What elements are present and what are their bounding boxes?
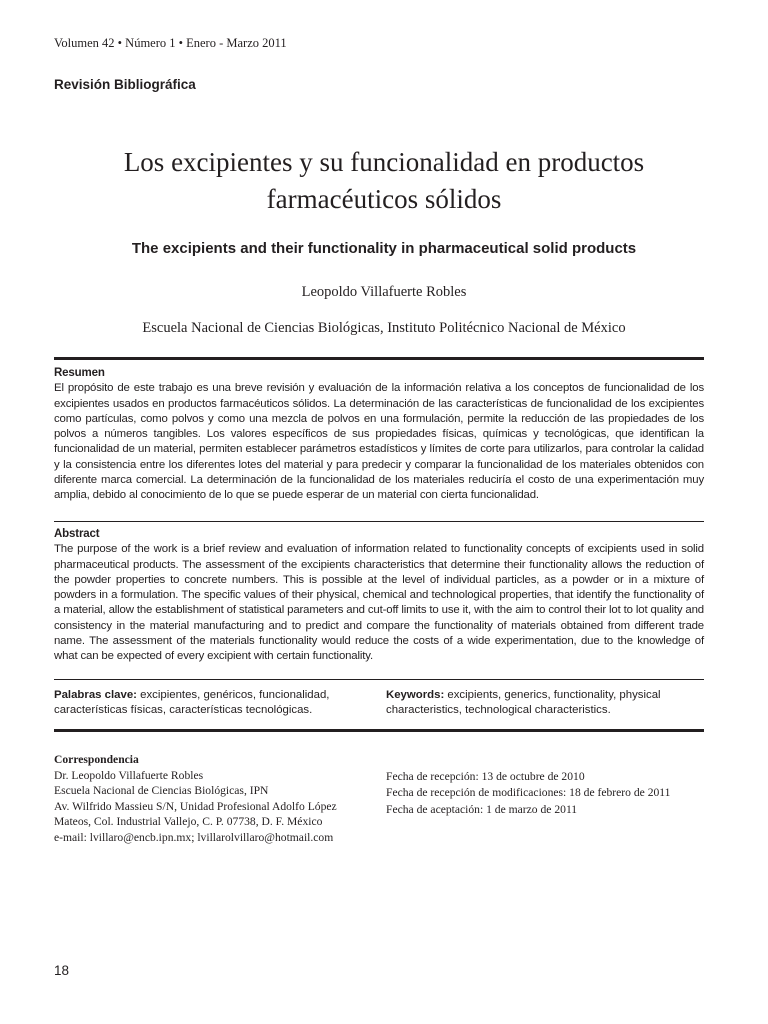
- dates-block: [386, 769, 706, 818]
- palabras-clave: [54, 688, 372, 719]
- correspondence-email[interactable]: e-mail: lvillaro@encb.ipn.mx; lvillarolvillaro@hotmail.com: [54, 830, 334, 844]
- divider-thick: [54, 729, 704, 732]
- divider-thin: [54, 679, 704, 680]
- palabras-clave-label: Palabras clave:: [54, 689, 137, 701]
- palabras-clave-text: excipientes, genéricos, funcionalidad, características físicas, características tecnológicas.: [54, 689, 330, 717]
- abstract-block: [54, 527, 704, 665]
- abstract-heading: Abstract: [54, 528, 100, 540]
- section-label: Revisión Bibliográfica: [54, 77, 196, 92]
- article-subtitle: The excipients and their functionality in pharmaceutical solid products: [131, 240, 637, 257]
- date-received: Fecha de recepción: 13 de octubre de 2010: [386, 770, 585, 783]
- divider-thin: [54, 521, 704, 522]
- resumen-text: El propósito de este trabajo es una breve revisión y evaluación de la información relativa a los conceptos de funcionalidad de los excipientes usados en productos farmacéuticos sólidos. La determinación de las características de funcionalidad de los excipientes como partículas, como polvos y como una mezcla de polvos en una formulación, permite la reducción de las propiedades de los polvos a números tangibles. Los valores específicos de sus propiedades físicas, químicas y tecnológicas, que identifican la funcionalidad de un material, permiten establecer parámetros estadísticos y límites de corte para utilizarlos, para controlar la calidad y la consistencia entre los diferentes lotes del material y para predecir y comparar la funcionalidad de los materiales obtenidos con diferente marca comercial. La determinación de la funcionalidad de los materiales reduciría el costo de una experimentación muy amplia, debido al conocimiento de lo que se puede esperar de un material con cierta funcionalidad.: [54, 382, 704, 502]
- article-title: Los excipientes y su funcionalidad en productos farmacéuticos sólidos: [123, 147, 645, 214]
- keywords: [386, 688, 704, 719]
- journal-issue-line: Volumen 42 • Número 1 • Enero - Marzo 2011: [54, 36, 287, 50]
- correspondence-block: [54, 752, 384, 846]
- keywords-text: excipients, generics, functionality, physical characteristics, technological characteristics.: [386, 689, 661, 717]
- correspondence-line: Dr. Leopoldo Villafuerte Robles: [54, 768, 204, 782]
- correspondence-line: Mateos, Col. Industrial Vallejo, C. P. 07738, D. F. México: [54, 815, 323, 829]
- abstract-text: The purpose of the work is a brief review and evaluation of information related to functionality concepts of excipients used in solid pharmaceutical products. The assessment of the excipients characteristics that determine their functionality allows the reduction of the powder properties to concrete numbers. This is possible at the level of individual particles, as a powder or in a mixture of powders in a formulation. The specific values of their physical, chemical and technological properties, that identify the functionality of a material, allow the establishment of statistical parameters and cut-off limits to use it, with the aim to control their lot to lot quality and consistency in the material manufacturing and to predict and compare the functionality of materials obtained from different trade name. The assessment of the materials functionality would reduce the costs of a wide experimentation, due to the knowledge of what can be expected of every excipient with certain functionality.: [54, 543, 704, 663]
- resumen-heading: Resumen: [54, 367, 105, 379]
- resumen-block: [54, 366, 704, 504]
- date-accepted: Fecha de aceptación: 1 de marzo de 2011: [386, 802, 578, 816]
- correspondence-heading: Correspondencia: [54, 753, 139, 766]
- correspondence-line: Av. Wilfrido Massieu S/N, Unidad Profesional Adolfo López: [54, 799, 337, 813]
- page-number: 18: [54, 963, 70, 978]
- author-name: Leopoldo Villafuerte Robles: [301, 284, 467, 300]
- author-affiliation: Escuela Nacional de Ciencias Biológicas, Instituto Politécnico Nacional de México: [142, 320, 626, 336]
- keywords-label: Keywords:: [386, 689, 445, 701]
- divider-thick: [54, 357, 704, 360]
- date-modified: Fecha de recepción de modificaciones: 18 de febrero de 2011: [386, 786, 671, 800]
- correspondence-line: Escuela Nacional de Ciencias Biológicas, IPN: [54, 784, 269, 798]
